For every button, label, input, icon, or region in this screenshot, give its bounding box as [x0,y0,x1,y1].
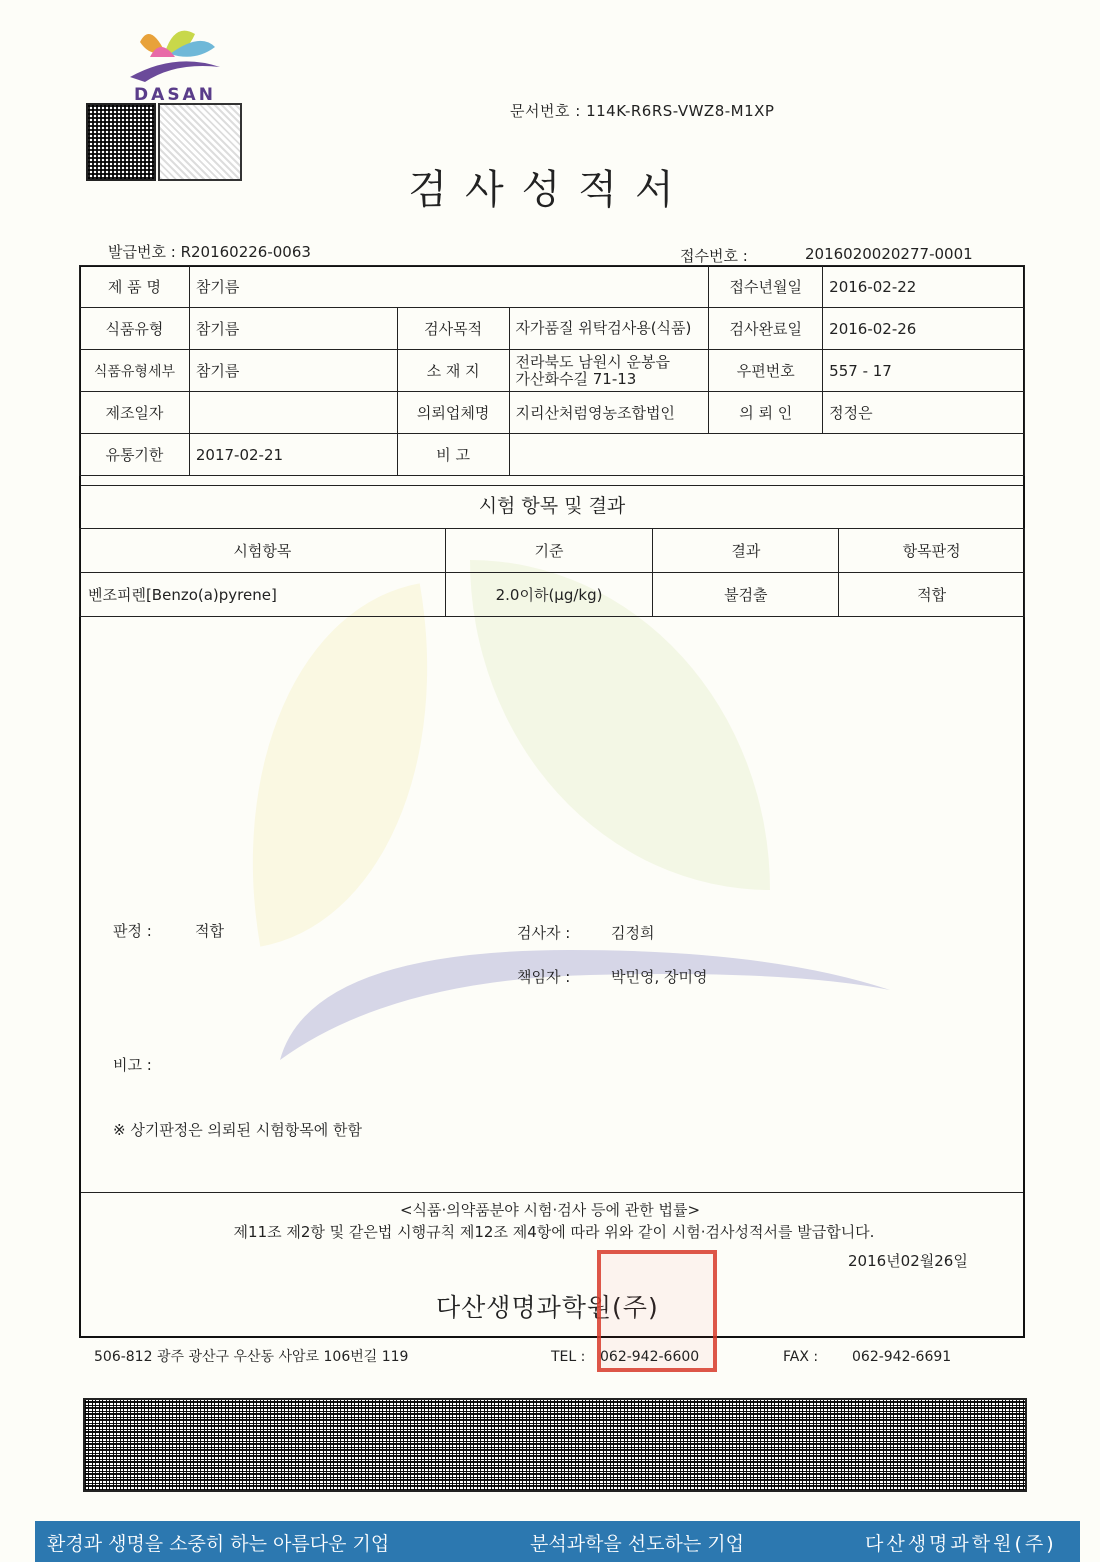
complete-date-value: 2016-02-26 [823,308,1025,350]
location-value: 전라북도 남원시 운봉읍 가산화수길 71-13 [509,350,709,392]
info-table [79,265,1025,476]
summary-note-label: 비고 : [113,1056,152,1074]
responsible-value: 박민영, 장미영 [611,968,708,986]
table-row [80,350,1025,392]
expiry-label: 유통기한 [80,434,190,476]
results-table [79,528,1025,617]
2d-barcode [83,1398,1027,1492]
mfg-date-label: 제조일자 [80,392,190,434]
document-number: 문서번호 : 114K-R6RS-VWZ8-M1XP [510,102,775,120]
footer-slogan-1: 환경과 생명을 소중히 하는 아름다운 기업 [47,1533,390,1555]
page-title: 검사성적서 [408,167,692,213]
tel-label: TEL : [551,1349,586,1365]
complete-date-label: 검사완료일 [709,308,823,350]
dasan-logo [120,22,230,102]
fax-label: FAX : [783,1349,819,1365]
requester-value: 정정은 [823,392,1025,434]
table-row [80,573,1025,617]
expiry-value: 2017-02-21 [189,434,397,476]
fax-value: 062-942-6691 [852,1349,952,1365]
results-section-title: 시험 항목 및 결과 [81,485,1023,529]
header-judgment: 항목판정 [839,529,1025,573]
footer-company: 다산생명과학원(주) [865,1533,1057,1555]
receipt-date-label: 접수년월일 [709,266,823,308]
footer-banner [35,1521,1080,1562]
judgment-value: 적합 [195,922,224,940]
table-row [80,392,1025,434]
inspector-value: 김정희 [611,924,655,942]
logo-text: DASAN [134,85,216,102]
footer-slogan-2: 분석과학을 선도하는 기업 [530,1533,744,1555]
law-title: <식품·의약품분야 시험·검사 등에 관한 법률> [399,1201,701,1219]
cell-standard: 2.0이하(μg/kg) [445,573,653,617]
receipt-number-label: 접수번호 : [680,247,748,265]
client-label: 의뢰업체명 [397,392,509,434]
table-row [80,308,1025,350]
divider [81,1192,1023,1193]
header-standard: 기준 [445,529,653,573]
cell-judgment: 적합 [839,573,1025,617]
cell-test-item: 벤조피렌[Benzo(a)pyrene] [80,573,446,617]
issue-number: 발급번호 : R20160226-0063 [108,243,311,261]
mfg-date-value [189,392,397,434]
table-row [80,266,1025,308]
remark-text: ※ 상기판정은 의뢰된 시험항목에 한함 [113,1121,362,1139]
receipt-number-value: 2016020020277-0001 [805,245,973,263]
inspector-label: 검사자 : [517,924,571,942]
law-statement: 제11조 제2항 및 같은법 시행규칙 제12조 제4항에 따라 위와 같이 시험·검사성적서를 발급합니다. [233,1223,875,1241]
organization-name: 다산생명과학원(주) [436,1293,659,1322]
header-result: 결과 [653,529,839,573]
note-value [509,434,1024,476]
food-detail-value: 참기름 [189,350,397,392]
responsible-label: 책임자 : [517,968,571,986]
header-test-item: 시험항목 [80,529,446,573]
note-label: 비 고 [397,434,509,476]
address: 506-812 광주 광산구 우산동 사암로 106번길 119 [94,1349,409,1365]
purpose-label: 검사목적 [397,308,509,350]
table-header-row [80,529,1025,573]
judgment-label: 판정 : [113,922,152,940]
food-type-label: 식품유형 [80,308,190,350]
tel-value: 062-942-6600 [600,1349,700,1365]
location-label: 소 재 지 [397,350,509,392]
food-detail-label: 식품유형세부 [80,350,190,392]
product-value: 참기름 [189,266,708,308]
requester-label: 의 뢰 인 [709,392,823,434]
cell-result: 불검출 [653,573,839,617]
zip-label: 우편번호 [709,350,823,392]
table-row [80,434,1025,476]
zip-value: 557 - 17 [823,350,1025,392]
food-type-value: 참기름 [189,308,397,350]
purpose-value: 자가품질 위탁검사용(식품) [509,308,709,350]
product-label: 제 품 명 [80,266,190,308]
client-value: 지리산처럼영농조합법인 [509,392,709,434]
issue-date: 2016년02월26일 [848,1252,968,1270]
receipt-date-value: 2016-02-22 [823,266,1025,308]
